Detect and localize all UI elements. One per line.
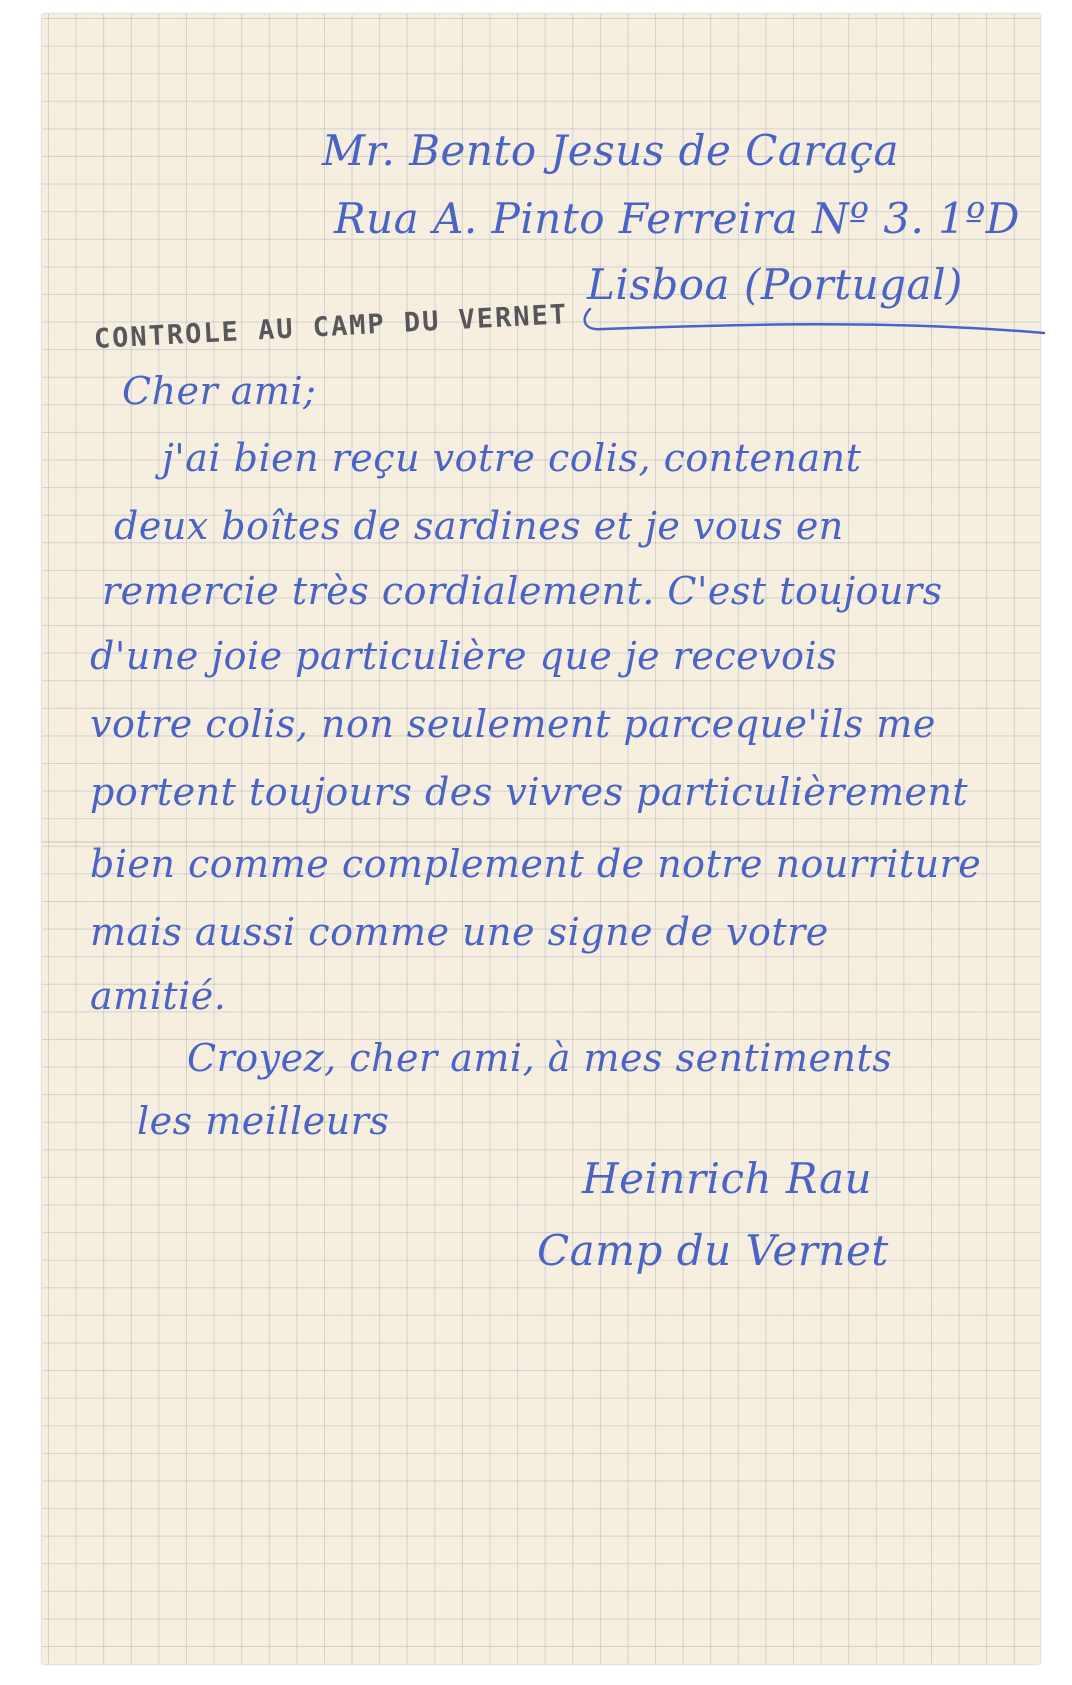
closing-line: les meilleurs [137,1099,390,1143]
censor-stamp: CONTROLE AU CAMP DU VERNET [93,299,569,355]
closing-line: Croyez, cher ami, à mes sentiments [187,1036,893,1080]
body-line: bien comme complement de notre nourriture [90,842,982,886]
signature-place: Camp du Vernet [537,1226,889,1275]
address-line-3: Lisboa (Portugal) [587,260,963,309]
body-line: d'une joie particulière que je recevois [90,634,838,678]
body-line: j'ai bien reçu votre colis, contenant [162,436,862,480]
body-line: remercie très cordialement. C'est toujours [102,569,943,613]
address-underline [582,299,1052,359]
body-line: mais aussi comme une signe de votre [90,910,829,954]
body-line: portent toujours des vivres particulièrement [90,770,969,814]
signature-name: Heinrich Rau [582,1154,873,1203]
salutation: Cher ami; [122,369,317,413]
body-line: deux boîtes de sardines et je vous en [114,504,844,548]
address-line-1: Mr. Bento Jesus de Caraça [322,126,900,175]
address-line-2: Rua A. Pinto Ferreira Nº 3. 1ºD [334,194,1020,243]
letter-sheet [42,14,1040,1664]
body-line: votre colis, non seulement parceque'ils me [90,702,936,746]
body-line: amitié. [90,974,227,1018]
